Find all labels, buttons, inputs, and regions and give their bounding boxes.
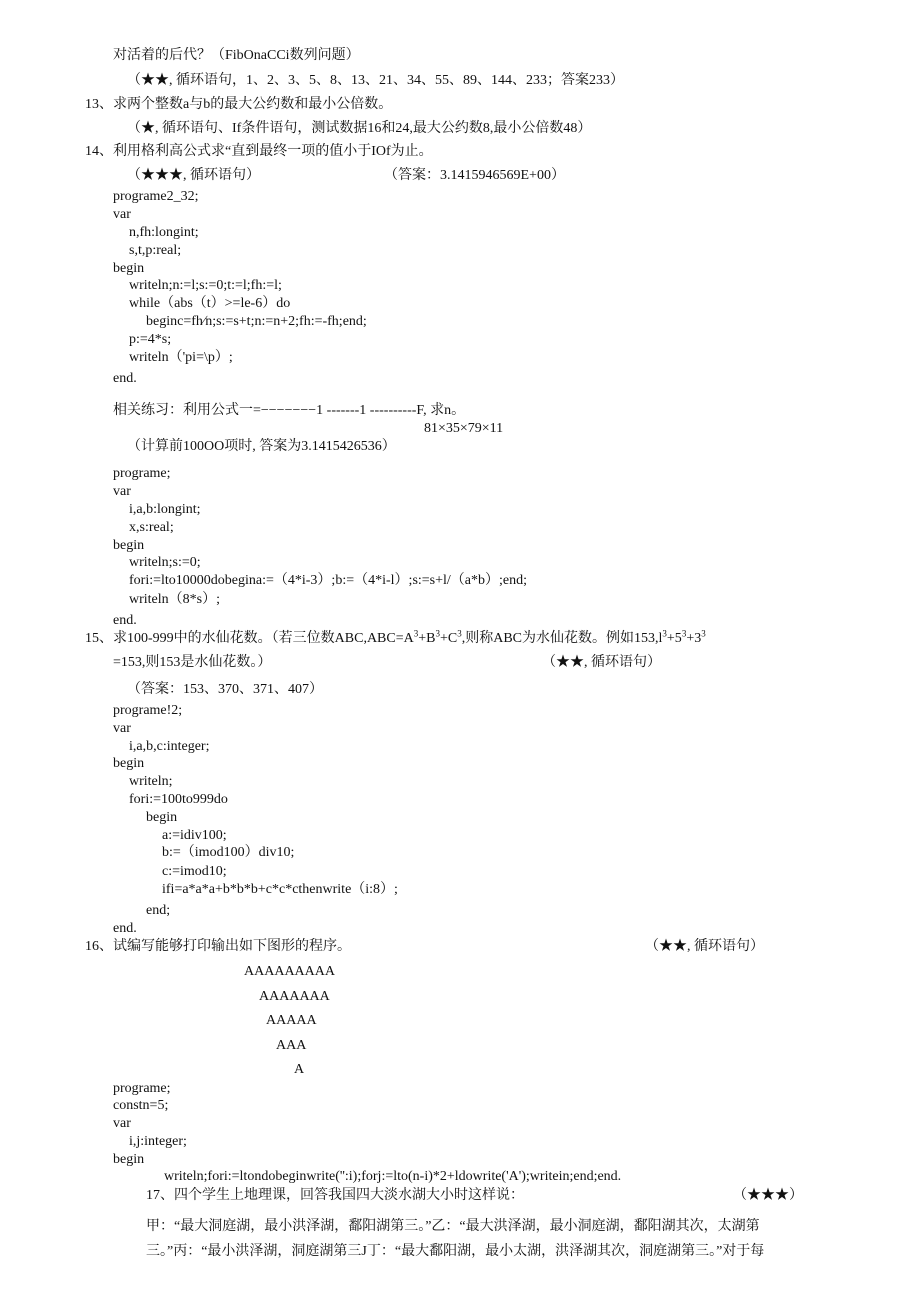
code-line: begin: [113, 1152, 145, 1167]
difficulty-tag: （★★★）: [733, 1188, 803, 1203]
code-line: x,s:real;: [129, 520, 174, 535]
code-line: fori:=lto10000dobegina:=（4*i-3）;b:=（4*i-l）;s:=s+l/（a*b）;end;: [129, 573, 528, 588]
question-14: 14、利用格利高公式求“直到最终一项的值小于IOf为止。: [85, 144, 433, 159]
question-17: 17、四个学生上地理课，回答我国四大淡水湖大小时这样说：: [146, 1188, 524, 1203]
text-line: （计算前100OO项时, 答案为3.1415426536）: [127, 439, 396, 454]
pattern-row: AAA: [276, 1038, 307, 1053]
answer-text: （答案：153、370、371、407）: [127, 682, 323, 697]
question-13: 13、求两个整数a与b的最大公约数和最小公倍数。: [85, 97, 393, 112]
code-line: while（abs（t）>=le-6）do: [129, 296, 291, 311]
code-line: writeln;s:=0;: [129, 555, 201, 570]
code-line: writeln;: [129, 774, 173, 789]
code-line: begin: [113, 261, 145, 276]
text-line: （★★, 循环语句，1、2、3、5、8、13、21、34、55、89、144、233；答案233）: [127, 73, 624, 88]
code-line: end.: [113, 613, 137, 628]
text-line: 对活着的后代？（FibOnaCCi数列问题）: [113, 48, 360, 63]
code-line: begin: [146, 810, 178, 825]
code-line: n,fh:longint;: [129, 225, 199, 240]
code-line: var: [113, 484, 131, 499]
code-line: writeln（8*s）;: [129, 592, 220, 607]
paragraph-line: 三。”丙：“最小洪泽湖，洞庭湖第三J丁：“最大鄱阳湖，最小太湖，洪泽湖其次，洞庭湖第三。”对于每: [146, 1244, 765, 1259]
code-line: var: [113, 721, 131, 736]
code-line: i,a,b,c:integer;: [129, 739, 210, 754]
difficulty-tag: （★★, 循环语句）: [645, 939, 764, 954]
text-line: （★, 循环语句、If条件语句，测试数据16和24,最大公约数8,最小公倍数48）: [127, 121, 592, 136]
code-line: var: [113, 207, 131, 222]
code-line: end.: [113, 371, 137, 386]
formula-denominators: 81×35×79×11: [424, 421, 504, 436]
code-line: fori:=100to999do: [129, 792, 228, 807]
code-line: programe!2;: [113, 703, 183, 718]
code-line: writeln（'pi=\p）;: [129, 350, 233, 365]
code-line: begin: [113, 756, 145, 771]
code-line: writeln;n:=l;s:=0;t:=l;fh:=l;: [129, 278, 282, 293]
code-line: c:=imod10;: [162, 864, 227, 879]
pattern-row: A: [294, 1062, 305, 1077]
code-line: b:=（imod100）div10;: [162, 845, 295, 860]
code-line: s,t,p:real;: [129, 243, 182, 258]
code-line: p:=4*s;: [129, 332, 172, 347]
difficulty-tag: （★★, 循环语句）: [542, 655, 661, 670]
code-line: programe;: [113, 466, 171, 481]
code-line: a:=idiv100;: [162, 828, 227, 843]
code-line: var: [113, 1116, 131, 1131]
code-line: end.: [113, 921, 137, 936]
pattern-row: AAAAAAA: [259, 989, 330, 1004]
pattern-row: AAAAAAAAA: [244, 964, 335, 979]
code-line: i,j:integer;: [129, 1134, 187, 1149]
code-line: i,a,b:longint;: [129, 502, 201, 517]
question-15: 15、求100-999中的水仙花数。（若三位数$ABC,ABC=A^3+B^3+C^3$,则称ABC为水仙花数。例如$153,l^3+5^3+3^3$: [85, 628, 706, 646]
code-line: begin: [113, 538, 145, 553]
code-line: end;: [146, 903, 171, 918]
paragraph-line: 甲：“最大洞庭湖，最小洪泽湖，鄱阳湖第三。”乙：“最大洪泽湖，最小洞庭湖，鄱阳湖其次，太湖第: [146, 1219, 760, 1234]
question-16: 16、试编写能够打印输出如下图形的程序。: [85, 939, 351, 954]
code-line: ifi=a*a*a+b*b*b+c*c*cthenwrite（i:8）;: [162, 882, 398, 897]
code-line: programe2_32;: [113, 189, 199, 204]
pattern-row: AAAAA: [266, 1013, 317, 1028]
text-line: =153,则153是水仙花数。）: [113, 655, 272, 670]
code-line: writeln;fori:=ltondobeginwrite('':i);forj:=lto(n-i)*2+ldowrite('A');writein;end;end.: [164, 1169, 622, 1184]
code-line: beginc=fh∕n;s:=s+t;n:=n+2;fh:=-fh;end;: [146, 314, 367, 329]
code-line: programe;: [113, 1081, 171, 1096]
code-line: constn=5;: [113, 1098, 169, 1113]
text-line: （★★★, 循环语句）: [127, 168, 260, 183]
related-exercise: 相关练习：利用公式一=−−−−−−−1 -------1 ----------F, 求n。: [113, 403, 466, 418]
answer-text: （答案：3.1415946569E+00）: [384, 168, 565, 183]
